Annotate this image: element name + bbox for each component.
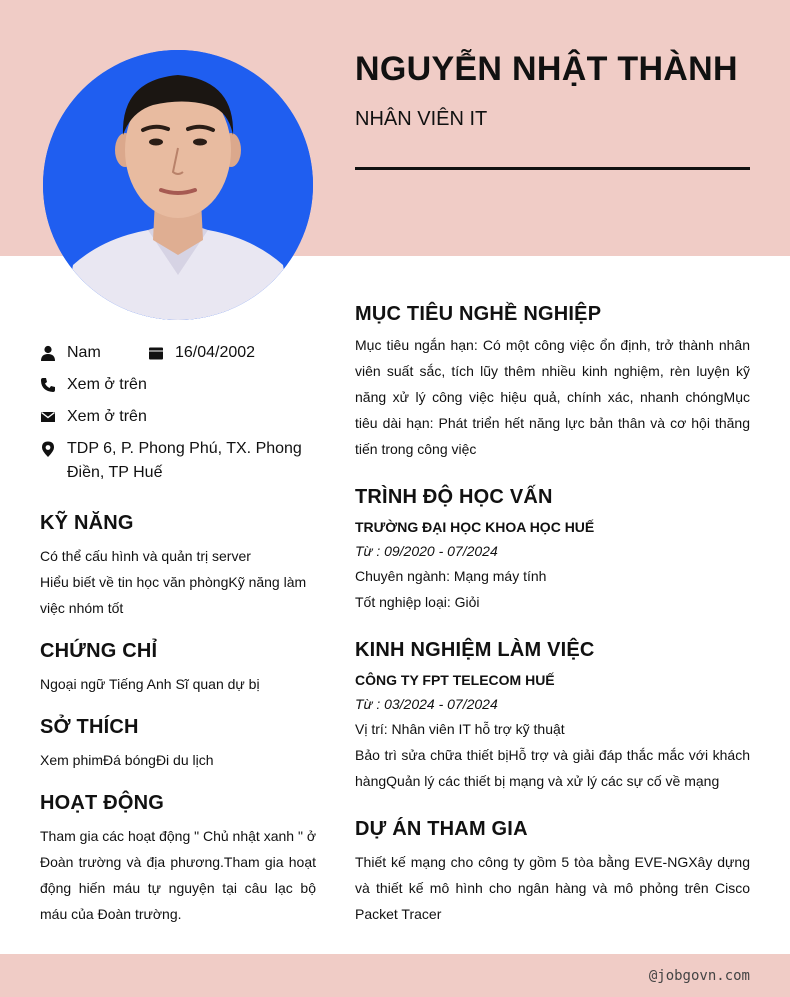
experience-company: CÔNG TY FPT TELECOM HUẾ [355,672,555,688]
activities-text: Tham gia các hoạt động " Chủ nhật xanh " ở Đoàn trường và địa phương.Tham gia hoạt động hiến máu tự nguyện tại câu lạc bộ máu của Đoàn trường. [40,828,316,922]
mail-icon [40,409,56,425]
education-period: Từ : 09/2020 - 07/2024 [355,543,498,559]
objective-text: Mục tiêu ngắn hạn: Có một công việc ổn định, trở thành nhân viên suất sắc, tích lũy thêm nhiều kinh nghiệm, rèn luyện kỹ năng xử lý công việc hiệu quả, chính xác, nhanh chóngMục tiêu dài hạn: Phát triển hết năng lực bản thân và cơ hội thăng tiến trong công việc [355,337,750,457]
contact-address [40,437,310,485]
activities-title: HOẠT ĐỘNG [40,792,165,814]
experience-title: KINH NGHIỆM LÀM VIỆC [355,639,595,661]
phone-value: Xem ở trên [67,376,147,393]
candidate-role: NHÂN VIÊN IT [355,108,488,130]
phone-icon [40,377,56,393]
objective-title: MỤC TIÊU NGHỀ NGHIỆP [355,303,602,325]
person-icon [40,345,56,361]
certificates-text: Ngoại ngữ Tiếng Anh Sĩ quan dự bị [40,676,260,692]
experience-duties: Bảo trì sửa chữa thiết bịHỗ trợ và giải đáp thắc mắc với khách hàngQuản lý các thiết bị mạng và xử lý các sự cố về mạng [355,747,750,789]
projects-title: DỰ ÁN THAM GIA [355,818,528,840]
education-title: TRÌNH ĐỘ HỌC VẤN [355,486,553,508]
email-value: Xem ở trên [67,408,147,425]
projects-text: Thiết kế mạng cho công ty gồm 5 tòa bằng EVE-NGXây dựng và thiết kế mô hình cho ngân hàng và mô phỏng trên Cisco Packet Tracer [355,854,750,922]
experience-position: Vị trí: Nhân viên IT hỗ trợ kỹ thuật [355,721,565,737]
candidate-name: NGUYỄN NHẬT THÀNH [355,50,738,88]
skill-item: Hiểu biết về tin học văn phòngKỹ năng làm việc nhóm tốt [40,574,307,616]
header-divider [355,167,750,170]
hobbies-text: Xem phimĐá bóngĐi du lịch [40,752,214,768]
calendar-icon [148,345,164,361]
gender-value: Nam [67,344,101,361]
certificates-title: CHỨNG CHỈ [40,640,158,662]
footer-watermark: @jobgovn.com [648,968,750,984]
education-major: Chuyên ngành: Mạng máy tính [355,568,547,584]
skills-title: KỸ NĂNG [40,512,134,534]
birthdate-value: 16/04/2002 [175,344,256,361]
skill-item: Có thể cấu hình và quản trị server [40,548,251,564]
education-grade: Tốt nghiệp loại: Giỏi [355,594,480,610]
location-pin-icon [40,441,56,457]
profile-photo [43,50,313,320]
education-school: TRƯỜNG ĐẠI HỌC KHOA HỌC HUẾ [355,519,595,535]
hobbies-title: SỞ THÍCH [40,716,139,738]
experience-period: Từ : 03/2024 - 07/2024 [355,696,498,712]
address-value: TDP 6, P. Phong Phú, TX. Phong Điền, TP Huế [67,440,302,481]
